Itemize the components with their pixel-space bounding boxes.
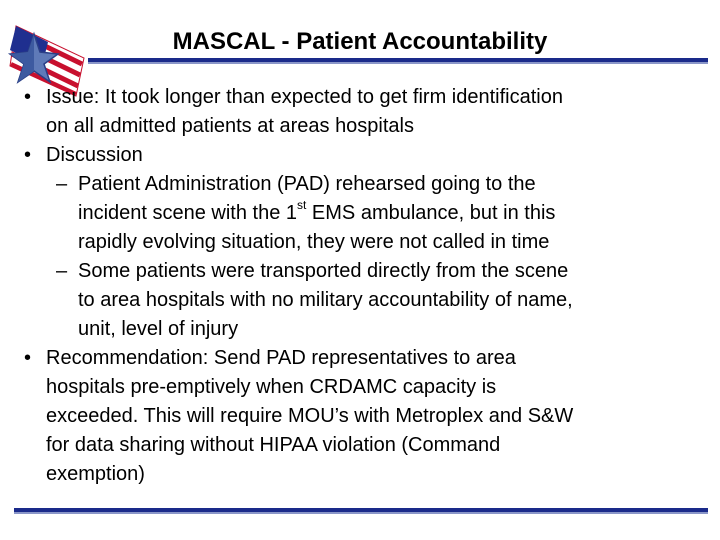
bullet-line: to area hospitals with no military accountability of name,: [78, 289, 573, 311]
sub-bullet-transport: [24, 257, 714, 344]
bullet-line: [78, 199, 714, 228]
bullet-line: Discussion: [46, 144, 143, 166]
bullet-line: on all admitted patients at areas hospitals: [46, 115, 414, 137]
bullet-line: for data sharing without HIPAA violation (Command: [46, 434, 501, 456]
bullet-marker: •: [24, 347, 32, 369]
ordinal-suffix: st: [297, 198, 307, 213]
sub-bullet-marker: –: [56, 173, 68, 195]
title-underline: [88, 58, 708, 62]
bullet-recommendation: [24, 344, 714, 489]
bullet-line: exemption): [46, 463, 145, 485]
bullet-text: incident scene with the 1: [78, 202, 298, 224]
bullet-issue: [24, 83, 714, 141]
sub-bullet-marker: –: [56, 260, 68, 282]
bullet-discussion: [24, 141, 714, 170]
bullet-line: hospitals pre-emptively when CRDAMC capacity is: [46, 376, 497, 398]
slide-title: MASCAL - Patient Accountability: [172, 28, 548, 55]
bullet-line: exceeded. This will require MOU’s with Metroplex and S&W: [46, 405, 574, 427]
bullet-marker: •: [24, 86, 32, 108]
bullet-line: rapidly evolving situation, they were not called in time: [78, 231, 550, 253]
bullet-text: EMS ambulance, but in this: [306, 202, 556, 224]
bullet-line: Patient Administration (PAD) rehearsed going to the: [78, 173, 536, 195]
bullet-line: Issue: It took longer than expected to get firm identification: [46, 86, 563, 108]
sub-bullet-pad-rehearsal: [24, 170, 714, 257]
bullet-line: Some patients were transported directly from the scene: [78, 260, 569, 282]
bullet-line: unit, level of injury: [78, 318, 239, 340]
bullet-marker: •: [24, 144, 32, 166]
slide-body: [24, 83, 714, 489]
bullet-line: Recommendation: Send PAD representatives to area: [46, 347, 516, 369]
footer-rule: [14, 508, 708, 512]
